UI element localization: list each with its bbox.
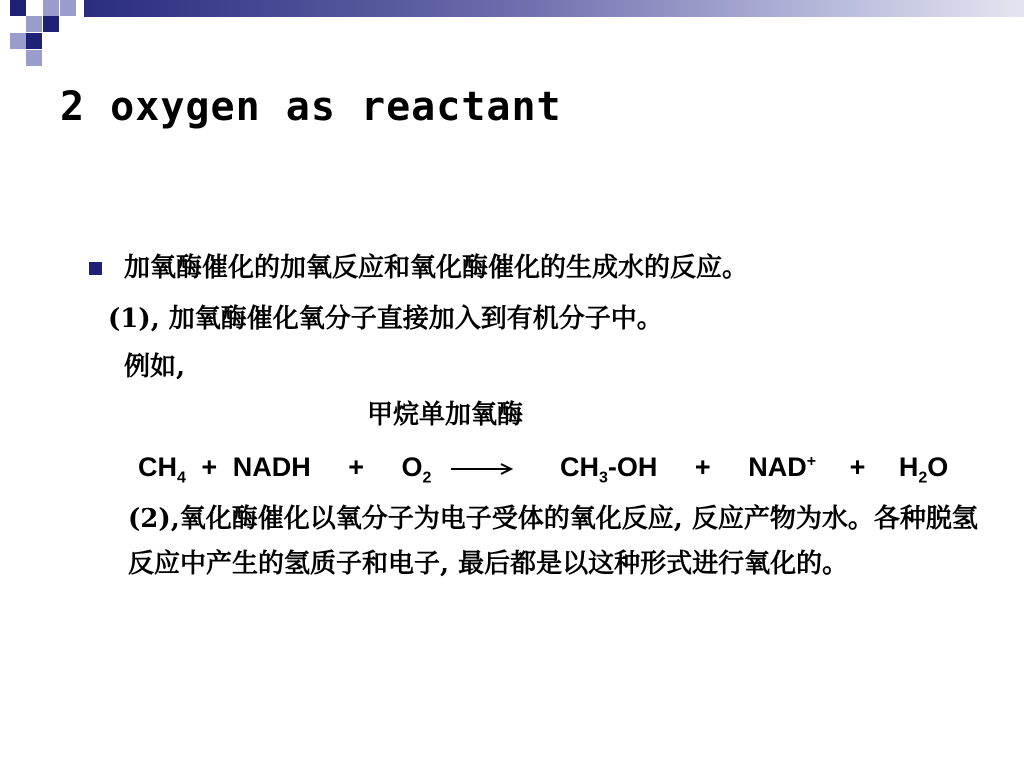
plus-sign: + [348, 452, 365, 482]
reaction-equation [138, 446, 948, 494]
decor-square [26, 16, 42, 32]
plus-sign: + [201, 452, 218, 482]
bullet-text: 加氧酶催化的加氧反应和氧化酶催化的生成水的反应。 [124, 253, 749, 283]
decor-square [10, 33, 26, 49]
header-gradient-band [84, 0, 1024, 17]
product-nad: NAD+ [748, 452, 817, 482]
decor-square [10, 0, 26, 16]
example-label: 例如, [124, 352, 186, 382]
item-1-text: (1), 加氧酶催化氧分子直接加入到有机分子中。 [108, 304, 663, 334]
bullet-square-icon [89, 262, 102, 275]
plus-sign: + [849, 452, 866, 482]
product-methanol: $CH_3-OH$ [560, 452, 658, 487]
decor-square [43, 0, 59, 16]
reactant-methane: $CH_4$ [138, 452, 186, 487]
slide-title: 2 oxygen as reactant [60, 84, 562, 130]
reactant-oxygen: $O_2$ [401, 452, 432, 487]
product-water: $H_2O$ [898, 452, 949, 487]
reaction-arrow-icon [451, 463, 513, 475]
reactant-nadh: NADH [232, 452, 311, 482]
item-2-paragraph: (2),氧化酶催化以氧分子为电子受体的氧化反应, 反应产物为水。各种脱氢反应中产生的氢质子和电子, 最后都是以这种形式进行氧化的。 [128, 504, 978, 579]
decor-square [26, 33, 42, 49]
decor-square [26, 50, 42, 66]
enzyme-name: 甲烷单加氧酶 [367, 400, 524, 430]
decor-square [43, 16, 59, 32]
decor-square [60, 0, 76, 16]
plus-sign: + [694, 452, 711, 482]
